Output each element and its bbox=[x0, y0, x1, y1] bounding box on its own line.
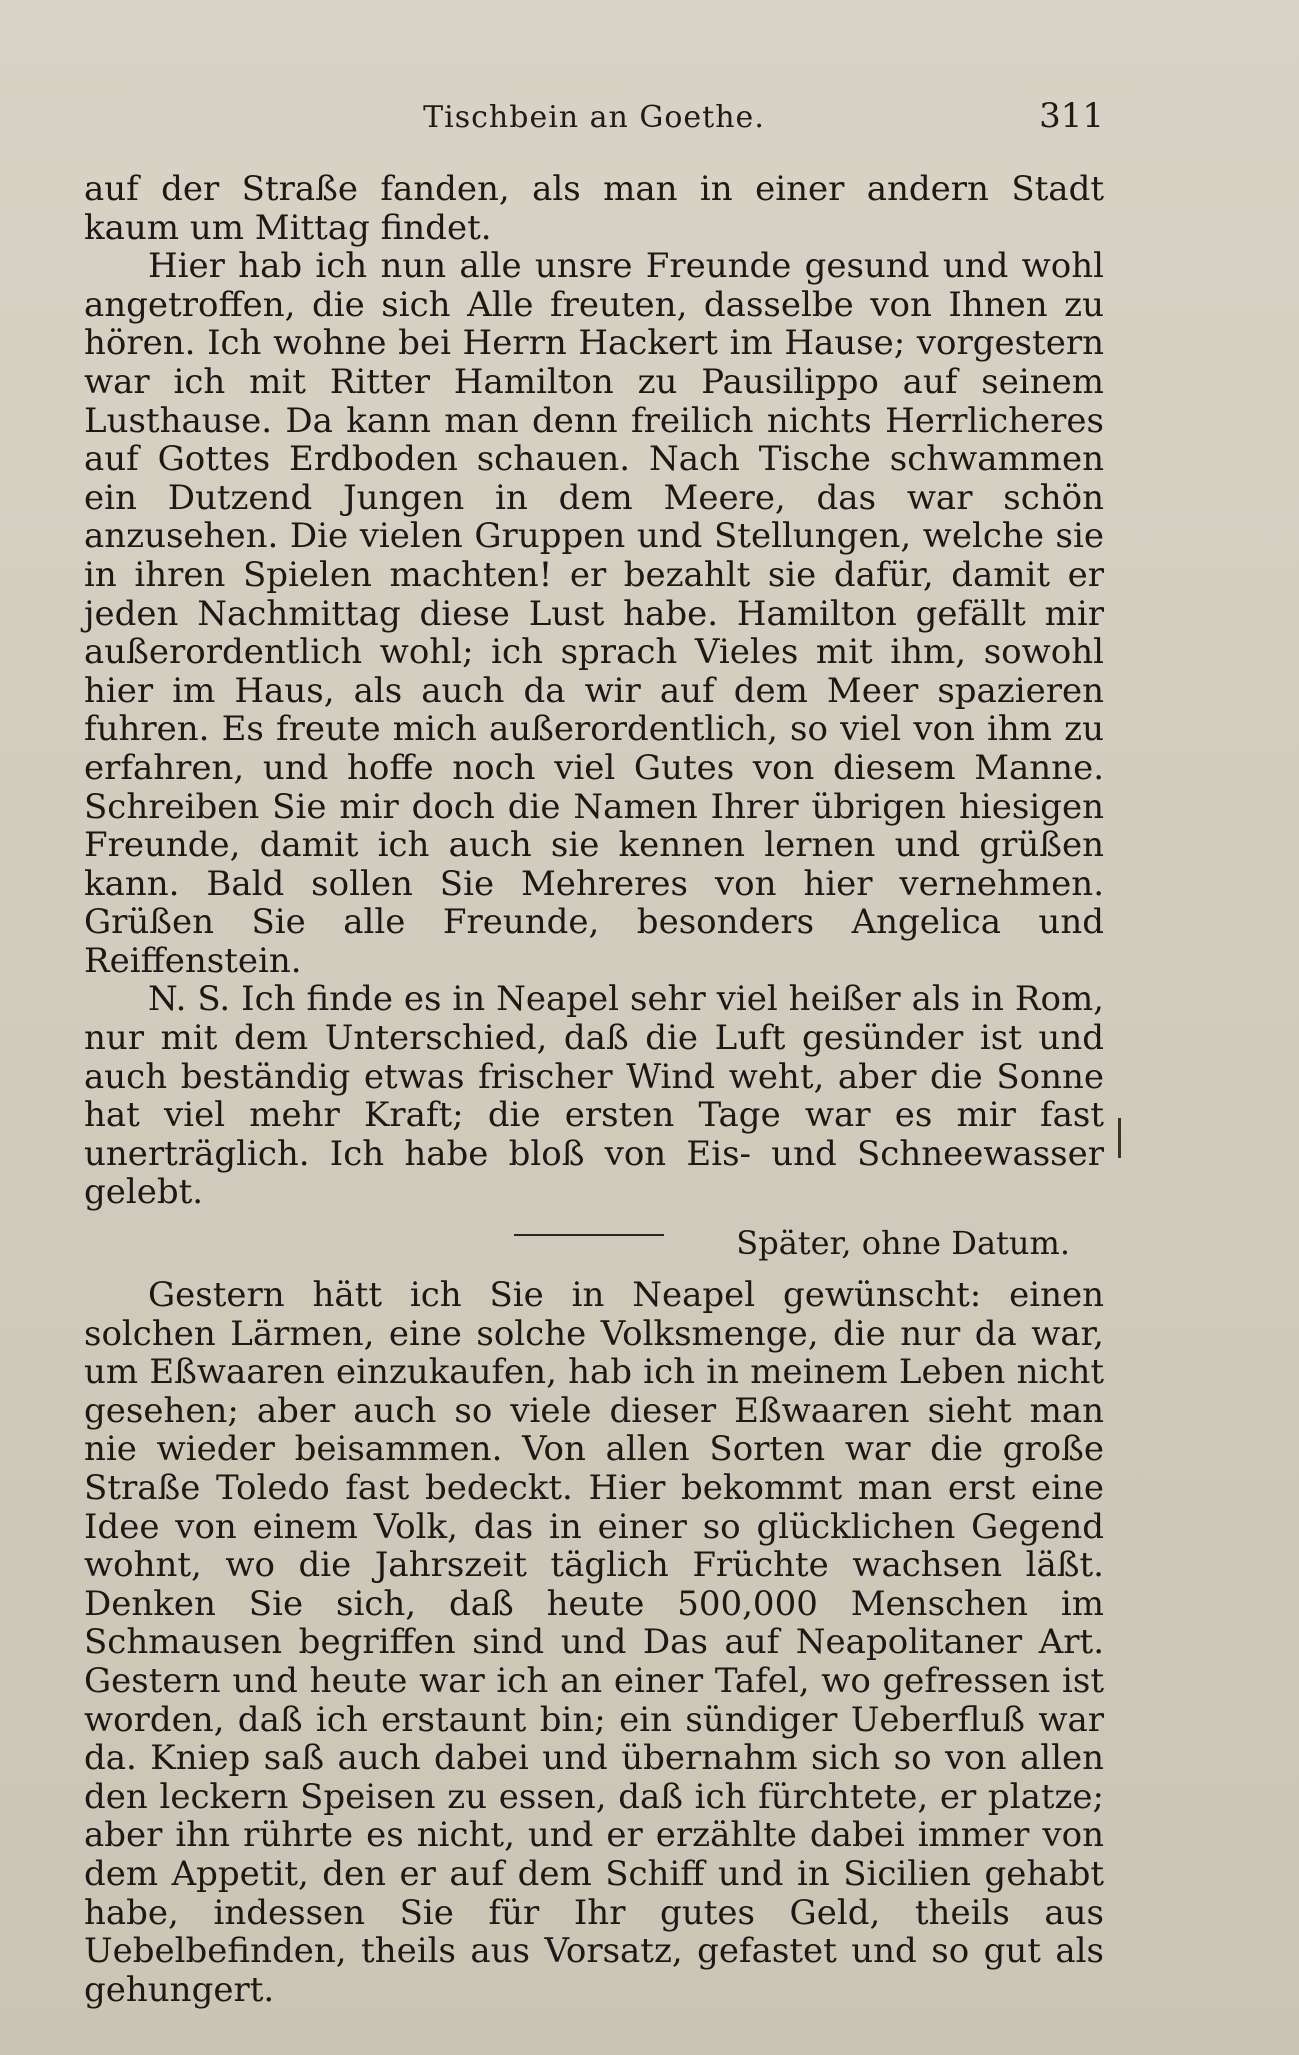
paragraph-postscript: N. S. Ich finde es in Neapel sehr viel heißer als in Rom, nur mit dem Unterschied, daß die Luft gesünder ist und auch beständig etwas frischer Wind weht, aber die Sonne hat viel mehr Kraft; die ersten Tage war es mir fast unerträglich. Ich habe bloß von Eis- und Schneewasser gelebt. bbox=[84, 979, 1104, 1213]
running-title: Tischbein an Goethe. bbox=[423, 100, 765, 135]
divider-line bbox=[514, 1234, 664, 1236]
paragraph-1: auf der Straße fanden, als man in einer andern Stadt kaum um Mittag findet. bbox=[84, 169, 1104, 248]
margin-mark bbox=[1118, 1118, 1121, 1158]
page-number: 311 bbox=[1039, 96, 1104, 136]
body-text bbox=[84, 170, 1104, 2009]
paragraph-letter-2: Gestern hätt ich Sie in Neapel gewünscht: einen solchen Lärmen, eine solche Volksmenge, die nur da war, um Eßwaaren einzukaufen, hab ich in meinem Leben nicht gesehen; aber auch so viele dieser Eßwaaren sieht man nie wieder beisammen. Von allen Sorten war die große Straße Toledo fast bedeckt. Hier bekommt man erst eine Idee von einem Volk, das in einer so glücklichen Gegend wohnt, wo die Jahrszeit täglich Früchte wachsen läßt. Denken Sie sich, daß heute 500,000 Menschen im Schmausen begriffen sind und Das auf Neapolitaner Art. Gestern und heute war ich an einer Tafel, wo gefressen ist worden, daß ich erstaunt bin; ein sündiger Ueberfluß war da. Kniep saß auch dabei und übernahm sich so von allen den leckern Speisen zu essen, daß ich fürchtete, er platze; aber ihn rührte es nicht, und er erzählte dabei immer von dem Appetit, den er auf dem Schiff und in Sicilien gehabt habe, indessen Sie für Ihr gutes Geld, theils aus Uebelbefinden, theils aus Vorsatz, gefastet und so gut als gehungert. bbox=[84, 1275, 1104, 2010]
later-note: Später, ohne Datum. bbox=[736, 1224, 1070, 1263]
section-divider bbox=[84, 1224, 1104, 1276]
paragraph-2: Hier hab ich nun alle unsre Freunde gesund und wohl angetroffen, die sich Alle freuten, dasselbe von Ihnen zu hören. Ich wohne bei Herrn Hackert im Hause; vorgestern war ich mit Ritter Hamilton zu Pausilippo auf seinem Lusthause. Da kann man denn freilich nichts Herrlicheres auf Gottes Erdboden schauen. Nach Tische schwammen ein Dutzend Jungen in dem Meere, das war schön anzusehen. Die vielen Gruppen und Stellungen, welche sie in ihren Spielen machten! er bezahlt sie dafür, damit er jeden Nachmittag diese Lust habe. Hamilton gefällt mir außerordentlich wohl; ich sprach Vieles mit ihm, sowohl hier im Haus, als auch da wir auf dem Meer spazieren fuhren. Es freute mich außerordentlich, so viel von ihm zu erfahren, und hoffe noch viel Gutes von diesem Manne. Schreiben Sie mir doch die Namen Ihrer übrigen hiesigen Freunde, damit ich auch sie kennen lernen und grüßen kann. Bald sollen Sie Mehreres von hier vernehmen. Grüßen Sie alle Freunde, besonders Angelica und Reiffenstein. bbox=[84, 246, 1104, 981]
page-header bbox=[84, 96, 1104, 150]
